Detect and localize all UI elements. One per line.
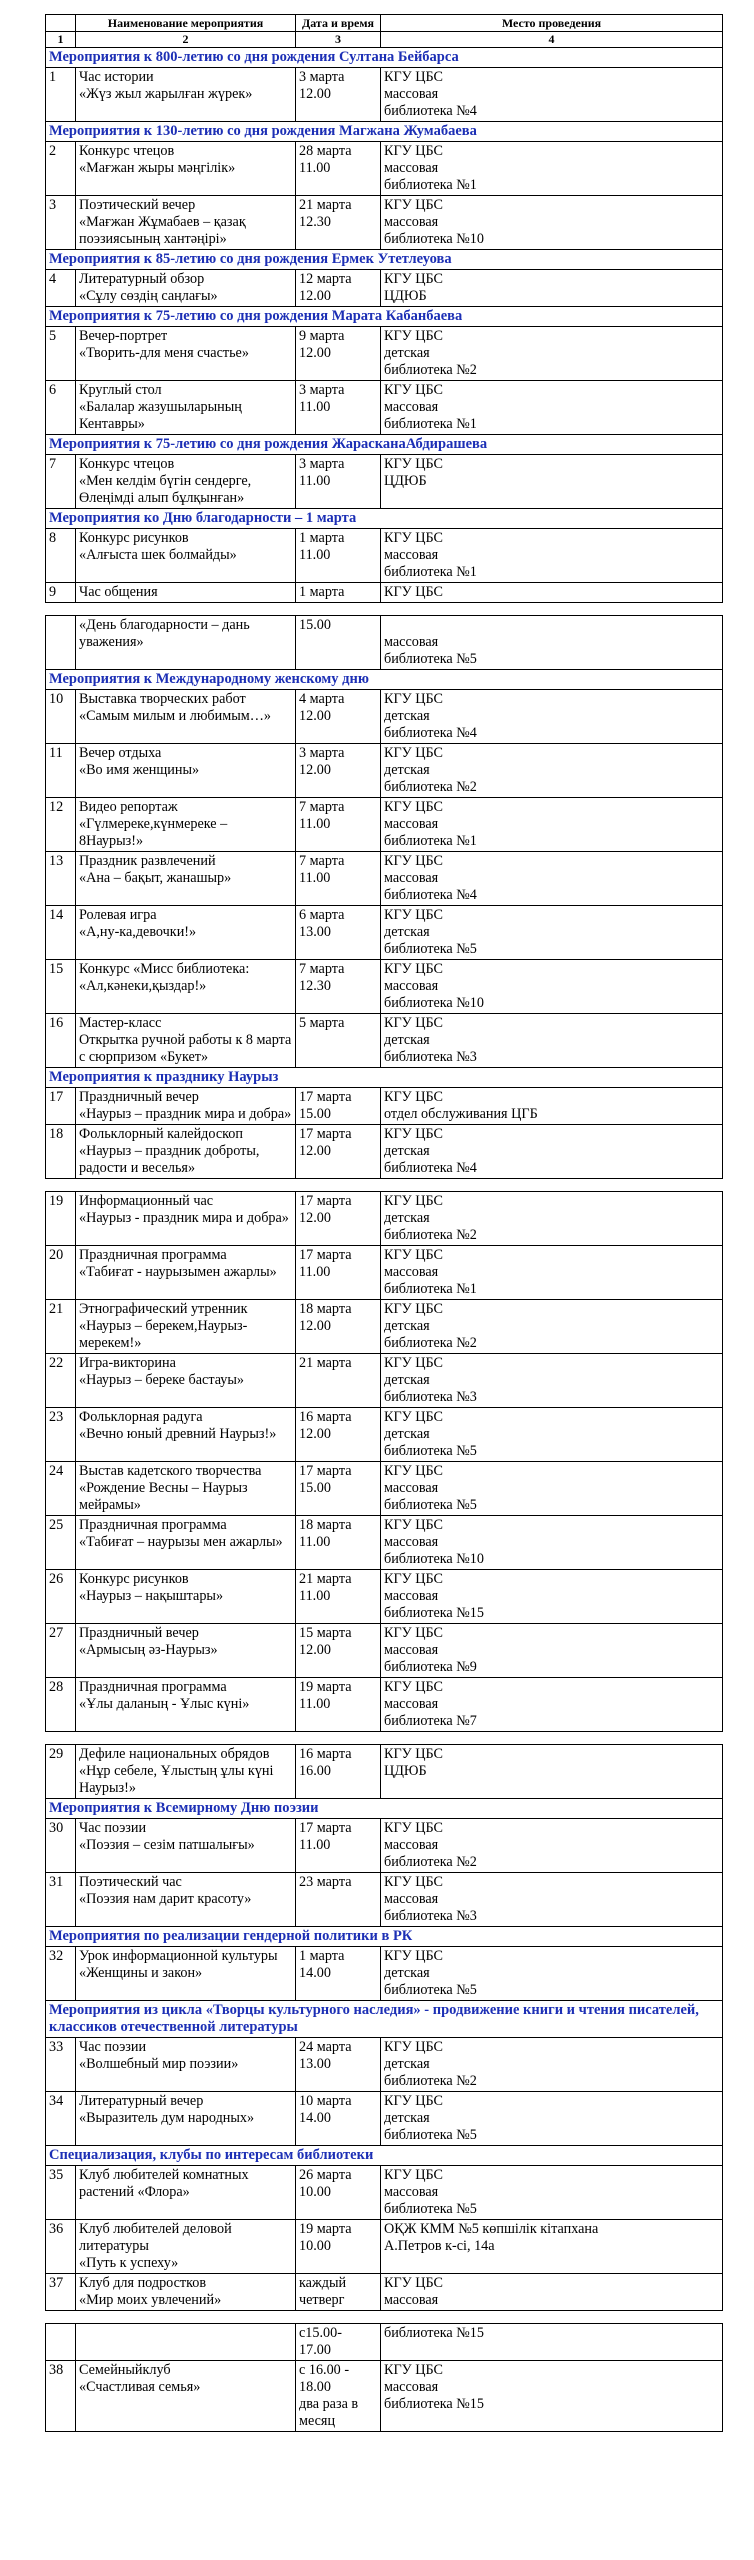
event-venue: КГУ ЦБС массовая библиотека №10 (381, 196, 723, 250)
event-name: Праздничный вечер «Наурыз – праздник мира и добра» (76, 1088, 296, 1125)
event-venue: КГУ ЦБС ЦДЮБ (381, 1745, 723, 1799)
event-venue: ОҚЖ КММ №5 көпшілік кітапхана А.Петров к-сі, 14а (381, 2220, 723, 2274)
event-date-time: 17 марта 12.00 (296, 1192, 381, 1246)
event-venue: КГУ ЦБС массовая библиотека №10 (381, 960, 723, 1014)
event-number: 31 (46, 1873, 76, 1927)
event-date-time: 28 марта 11.00 (296, 142, 381, 196)
event-number: 24 (46, 1462, 76, 1516)
event-number: 8 (46, 529, 76, 583)
event-row (46, 270, 723, 307)
header-number (46, 15, 76, 32)
event-number: 18 (46, 1125, 76, 1179)
column-index: 3 (296, 32, 381, 48)
event-number: 12 (46, 798, 76, 852)
section-title: Мероприятия по реализации гендерной политики в РК (46, 1927, 723, 1947)
event-name: Мастер-класс Открытка ручной работы к 8 марта с сюрпризом «Букет» (76, 1014, 296, 1068)
event-venue: КГУ ЦБС детская библиотека №4 (381, 690, 723, 744)
event-row (46, 1819, 723, 1873)
event-name: Фольклорный калейдоскоп «Наурыз – праздник доброты, радости и веселья» (76, 1125, 296, 1179)
event-number: 7 (46, 455, 76, 509)
event-number: 2 (46, 142, 76, 196)
event-venue: КГУ ЦБС (381, 583, 723, 603)
event-venue: КГУ ЦБС детская библиотека №2 (381, 744, 723, 798)
event-name: Конкурс рисунков «Наурыз – нақыштары» (76, 1570, 296, 1624)
event-name: Видео репортаж «Гүлмереке,күнмереке – 8Наурыз!» (76, 798, 296, 852)
event-date-time: 19 марта 10.00 (296, 2220, 381, 2274)
event-venue: КГУ ЦБС массовая библиотека №1 (381, 1246, 723, 1300)
event-name: Клуб любителей комнатных растений «Флора» (76, 2166, 296, 2220)
event-row (46, 744, 723, 798)
event-row (46, 1873, 723, 1927)
event-number: 36 (46, 2220, 76, 2274)
header-venue: Место проведения (381, 15, 723, 32)
event-name: Круглый стол «Балалар жазушыларының Кентавры» (76, 381, 296, 435)
event-number: 29 (46, 1745, 76, 1799)
section-header-row (46, 250, 723, 270)
event-date-time: с15.00- 17.00 (296, 2324, 381, 2361)
event-row (46, 2274, 723, 2311)
event-date-time: 15 марта 12.00 (296, 1624, 381, 1678)
event-date-time: 21 марта 11.00 (296, 1570, 381, 1624)
event-name: Выстав кадетского творчества «Рождение Весны – Наурыз мейрамы» (76, 1462, 296, 1516)
event-date-time: 17 марта 15.00 (296, 1088, 381, 1125)
events-table-part-2 (45, 615, 723, 1179)
event-row (46, 960, 723, 1014)
event-venue: КГУ ЦБС детская библиотека №4 (381, 1125, 723, 1179)
header-event-name: Наименование мероприятия (76, 15, 296, 32)
event-name: Конкурс рисунков «Алғыста шек болмайды» (76, 529, 296, 583)
event-name: Час поэзии «Поэзия – сезім патшалығы» (76, 1819, 296, 1873)
event-number: 21 (46, 1300, 76, 1354)
event-venue: КГУ ЦБС массовая библиотека №1 (381, 381, 723, 435)
event-row (46, 381, 723, 435)
events-table-part-5 (45, 2323, 723, 2432)
event-date-time: 21 марта (296, 1354, 381, 1408)
event-row (46, 2361, 723, 2432)
section-title: Мероприятия ко Дню благодарности – 1 марта (46, 509, 723, 529)
event-row (46, 142, 723, 196)
event-date-time: 9 марта 12.00 (296, 327, 381, 381)
event-venue: библиотека №15 (381, 2324, 723, 2361)
event-name: Дефиле национальных обрядов «Нұр себеле, Ұлыстың ұлы күні Наурыз!» (76, 1745, 296, 1799)
event-date-time: 3 марта 11.00 (296, 455, 381, 509)
event-number: 3 (46, 196, 76, 250)
event-date-time: 5 марта (296, 1014, 381, 1068)
event-row (46, 529, 723, 583)
event-date-time: 17 марта 15.00 (296, 1462, 381, 1516)
event-row (46, 1354, 723, 1408)
event-date-time: 7 марта 11.00 (296, 798, 381, 852)
event-name: Литературный вечер «Выразитель дум народных» (76, 2092, 296, 2146)
event-date-time: 4 марта 12.00 (296, 690, 381, 744)
event-venue: КГУ ЦБС массовая (381, 2274, 723, 2311)
section-title: Мероприятия к 75-летию со дня рождения ЖарасканаАбдирашева (46, 435, 723, 455)
event-venue: КГУ ЦБС массовая библиотека №2 (381, 1819, 723, 1873)
event-venue: КГУ ЦБС массовая библиотека №7 (381, 1678, 723, 1732)
event-number: 19 (46, 1192, 76, 1246)
event-row (46, 2166, 723, 2220)
event-number: 6 (46, 381, 76, 435)
event-venue: КГУ ЦБС детская библиотека №5 (381, 1947, 723, 2001)
event-name: Поэтический вечер «Мағжан Жұмабаев – қазақ поэзиясының хантәңірі» (76, 196, 296, 250)
event-date-time: 3 марта 12.00 (296, 744, 381, 798)
table-header-row (46, 15, 723, 32)
event-name: Час общения (76, 583, 296, 603)
event-number: 30 (46, 1819, 76, 1873)
event-name: Час поэзии «Волшебный мир поэзии» (76, 2038, 296, 2092)
event-name: Клуб для подростков «Мир моих увлечений» (76, 2274, 296, 2311)
event-row (46, 2324, 723, 2361)
event-date-time: 16 марта 16.00 (296, 1745, 381, 1799)
event-date-time: 7 марта 11.00 (296, 852, 381, 906)
event-row (46, 68, 723, 122)
event-name: Конкурс «Мисс библиотека: «Ал,кәнеки,қыздар!» (76, 960, 296, 1014)
section-header-row (46, 2146, 723, 2166)
event-number: 16 (46, 1014, 76, 1068)
event-number: 26 (46, 1570, 76, 1624)
event-name: Выставка творческих работ «Самым милым и любимым…» (76, 690, 296, 744)
event-date-time: 1 марта (296, 583, 381, 603)
event-venue: КГУ ЦБС массовая библиотека №3 (381, 1873, 723, 1927)
event-name: Вечер-портрет «Творить-для меня счастье» (76, 327, 296, 381)
event-venue: КГУ ЦБС детская библиотека №5 (381, 2092, 723, 2146)
section-title: Мероприятия к 75-летию со дня рождения Марата Кабанбаева (46, 307, 723, 327)
event-row (46, 455, 723, 509)
event-date-time: 15.00 (296, 616, 381, 670)
event-row (46, 798, 723, 852)
event-row (46, 2038, 723, 2092)
event-row (46, 196, 723, 250)
section-title: Специализация, клубы по интересам библиотеки (46, 2146, 723, 2166)
event-venue: массовая библиотека №5 (381, 616, 723, 670)
section-title: Мероприятия к Международному женскому дню (46, 670, 723, 690)
section-header-row (46, 1068, 723, 1088)
event-date-time: 23 марта (296, 1873, 381, 1927)
event-row (46, 2220, 723, 2274)
event-venue: КГУ ЦБС детская библиотека №5 (381, 1408, 723, 1462)
event-row (46, 1192, 723, 1246)
event-name (76, 2324, 296, 2361)
event-row (46, 1516, 723, 1570)
event-name: Клуб любителей деловой литературы «Путь к успеху» (76, 2220, 296, 2274)
event-number: 23 (46, 1408, 76, 1462)
event-date-time: 17 марта 12.00 (296, 1125, 381, 1179)
events-table-part-3 (45, 1191, 723, 1732)
event-row (46, 1300, 723, 1354)
event-row (46, 2092, 723, 2146)
events-table-part-1 (45, 14, 723, 603)
event-number: 25 (46, 1516, 76, 1570)
event-name: Праздничная программа «Ұлы даланың - Ұлыс күні» (76, 1678, 296, 1732)
event-name: Конкурс чтецов «Мағжан жыры мәңгілік» (76, 142, 296, 196)
event-name: Поэтический час «Поэзия нам дарит красоту» (76, 1873, 296, 1927)
column-index: 4 (381, 32, 723, 48)
event-number: 11 (46, 744, 76, 798)
event-number: 9 (46, 583, 76, 603)
event-number: 4 (46, 270, 76, 307)
event-number: 32 (46, 1947, 76, 2001)
section-header-row (46, 435, 723, 455)
event-number (46, 616, 76, 670)
event-venue: КГУ ЦБС детская библиотека №2 (381, 1300, 723, 1354)
event-venue: КГУ ЦБС массовая библиотека №10 (381, 1516, 723, 1570)
event-number: 34 (46, 2092, 76, 2146)
event-date-time: 24 марта 13.00 (296, 2038, 381, 2092)
event-venue: КГУ ЦБС массовая библиотека №9 (381, 1624, 723, 1678)
event-number: 33 (46, 2038, 76, 2092)
event-date-time: 17 марта 11.00 (296, 1246, 381, 1300)
section-header-row (46, 670, 723, 690)
event-row (46, 1947, 723, 2001)
column-index-row (46, 32, 723, 48)
event-name: Вечер отдыха «Во имя женщины» (76, 744, 296, 798)
event-number: 37 (46, 2274, 76, 2311)
event-name: Праздничный вечер «Армысың әз-Наурыз» (76, 1624, 296, 1678)
event-name: Фольклорная радуга «Вечно юный древний Наурыз!» (76, 1408, 296, 1462)
event-name: Праздничная программа «Табиғат – наурызы мен ажарлы» (76, 1516, 296, 1570)
event-number: 22 (46, 1354, 76, 1408)
event-date-time: 7 марта 12.30 (296, 960, 381, 1014)
event-number: 28 (46, 1678, 76, 1732)
column-index: 2 (76, 32, 296, 48)
event-name: Урок информационной культуры «Женщины и закон» (76, 1947, 296, 2001)
event-venue: КГУ ЦБС детская библиотека №3 (381, 1014, 723, 1068)
event-row (46, 616, 723, 670)
event-number: 13 (46, 852, 76, 906)
event-venue: КГУ ЦБС массовая библиотека №1 (381, 529, 723, 583)
event-name: Информационный час «Наурыз - праздник мира и добра» (76, 1192, 296, 1246)
event-date-time: 10 марта 14.00 (296, 2092, 381, 2146)
event-date-time: 1 марта 14.00 (296, 1947, 381, 2001)
event-number: 14 (46, 906, 76, 960)
event-name: Конкурс чтецов «Мен келдім бүгін сендерге, Өлеңімді алып бұлқынған» (76, 455, 296, 509)
event-name: Этнографический утренник «Наурыз – берекем,Наурыз-мерекем!» (76, 1300, 296, 1354)
section-header-row (46, 122, 723, 142)
event-venue: КГУ ЦБС детская библиотека №2 (381, 1192, 723, 1246)
event-row (46, 1678, 723, 1732)
event-date-time: 17 марта 11.00 (296, 1819, 381, 1873)
event-venue: КГУ ЦБС массовая библиотека №1 (381, 798, 723, 852)
event-row (46, 1088, 723, 1125)
event-number: 5 (46, 327, 76, 381)
event-venue: КГУ ЦБС детская библиотека №2 (381, 327, 723, 381)
event-venue: КГУ ЦБС ЦДЮБ (381, 270, 723, 307)
event-venue: КГУ ЦБС ЦДЮБ (381, 455, 723, 509)
event-row (46, 690, 723, 744)
event-row (46, 583, 723, 603)
event-row (46, 1246, 723, 1300)
event-venue: КГУ ЦБС массовая библиотека №5 (381, 2166, 723, 2220)
event-venue: КГУ ЦБС массовая библиотека №15 (381, 1570, 723, 1624)
event-date-time: с 16.00 - 18.00 два раза в месяц (296, 2361, 381, 2432)
event-number: 35 (46, 2166, 76, 2220)
event-date-time: 6 марта 13.00 (296, 906, 381, 960)
event-number: 1 (46, 68, 76, 122)
event-number: 10 (46, 690, 76, 744)
event-venue: КГУ ЦБС массовая библиотека №5 (381, 1462, 723, 1516)
event-date-time: 26 марта 10.00 (296, 2166, 381, 2220)
event-venue: КГУ ЦБС детская библиотека №2 (381, 2038, 723, 2092)
event-venue: КГУ ЦБС детская библиотека №3 (381, 1354, 723, 1408)
section-header-row (46, 2001, 723, 2038)
event-name: Ролевая игра «А,ну-ка,девочки!» (76, 906, 296, 960)
section-title: Мероприятия к Всемирному Дню поэзии (46, 1799, 723, 1819)
event-date-time: 12 марта 12.00 (296, 270, 381, 307)
event-row (46, 1408, 723, 1462)
event-venue: КГУ ЦБС массовая библиотека №4 (381, 852, 723, 906)
event-date-time: 3 марта 11.00 (296, 381, 381, 435)
event-number: 15 (46, 960, 76, 1014)
event-date-time: 3 марта 12.00 (296, 68, 381, 122)
event-row (46, 327, 723, 381)
event-venue: КГУ ЦБС массовая библиотека №15 (381, 2361, 723, 2432)
event-venue: КГУ ЦБС массовая библиотека №1 (381, 142, 723, 196)
section-title: Мероприятия к празднику Наурыз (46, 1068, 723, 1088)
event-name: Праздник развлечений «Ана – бақыт, жанашыр» (76, 852, 296, 906)
event-row (46, 1125, 723, 1179)
event-name: Праздничная программа «Табиғат - наурызымен ажарлы» (76, 1246, 296, 1300)
section-header-row (46, 1927, 723, 1947)
event-row (46, 1624, 723, 1678)
event-name: Игра-викторина «Наурыз – береке бастауы» (76, 1354, 296, 1408)
header-date-time: Дата и время (296, 15, 381, 32)
event-name: Час истории «Жүз жыл жарылған жүрек» (76, 68, 296, 122)
event-date-time: 21 марта 12.30 (296, 196, 381, 250)
event-row (46, 852, 723, 906)
document-page (45, 14, 723, 2432)
event-date-time: каждый четверг (296, 2274, 381, 2311)
event-number: 38 (46, 2361, 76, 2432)
section-header-row (46, 509, 723, 529)
section-title: Мероприятия к 130-летию со дня рождения Магжана Жумабаева (46, 122, 723, 142)
section-header-row (46, 307, 723, 327)
event-date-time: 18 марта 11.00 (296, 1516, 381, 1570)
event-venue: КГУ ЦБС массовая библиотека №4 (381, 68, 723, 122)
section-header-row (46, 48, 723, 68)
event-date-time: 18 марта 12.00 (296, 1300, 381, 1354)
section-header-row (46, 1799, 723, 1819)
event-row (46, 1570, 723, 1624)
events-table-part-4 (45, 1744, 723, 2311)
section-title: Мероприятия к 85-летию со дня рождения Ермек Утетлеуова (46, 250, 723, 270)
event-name: «День благодарности – дань уважения» (76, 616, 296, 670)
event-number: 17 (46, 1088, 76, 1125)
column-index: 1 (46, 32, 76, 48)
event-row (46, 1745, 723, 1799)
event-date-time: 16 марта 12.00 (296, 1408, 381, 1462)
section-title: Мероприятия к 800-летию со дня рождения Султана Бейбарса (46, 48, 723, 68)
event-row (46, 1462, 723, 1516)
event-number (46, 2324, 76, 2361)
event-name: Литературный обзор «Сұлу сөздің саңлағы» (76, 270, 296, 307)
event-date-time: 1 марта 11.00 (296, 529, 381, 583)
event-number: 20 (46, 1246, 76, 1300)
event-date-time: 19 марта 11.00 (296, 1678, 381, 1732)
event-row (46, 906, 723, 960)
section-title: Мероприятия из цикла «Творцы культурного наследия» - продвижение книги и чтения писателей, классиков отечественной литературы (46, 2001, 723, 2038)
event-venue: КГУ ЦБС детская библиотека №5 (381, 906, 723, 960)
event-venue: КГУ ЦБС отдел обслуживания ЦГБ (381, 1088, 723, 1125)
event-number: 27 (46, 1624, 76, 1678)
event-name: Семейныйклуб «Счастливая семья» (76, 2361, 296, 2432)
event-row (46, 1014, 723, 1068)
